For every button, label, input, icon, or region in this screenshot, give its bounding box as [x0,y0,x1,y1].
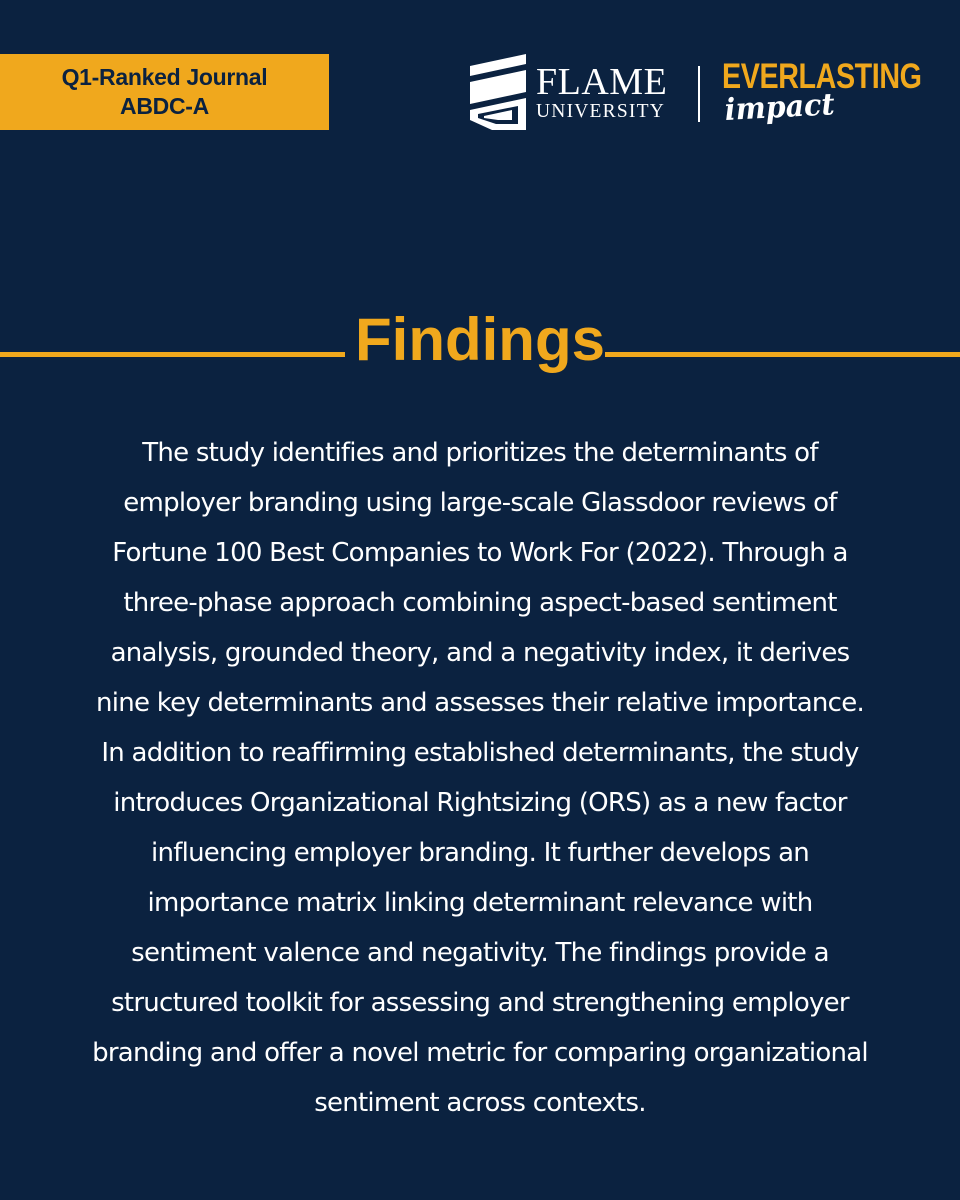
flame-shield-icon [470,52,526,132]
university-wordmark-text: UNIVERSITY [536,101,665,122]
body-line: sentiment across contexts. [314,1088,646,1118]
body-line: Fortune 100 Best Companies to Work For (2022). Through a [112,538,848,568]
flame-university-logo [470,52,920,142]
journal-rank-badge [0,54,329,130]
body-line: importance matrix linking determinant relevance with [147,888,813,918]
body-line: branding and offer a novel metric for comparing organizational [92,1038,868,1068]
body-line: introduces Organizational Rightsizing (ORS) as a new factor [113,788,847,818]
logo-divider [698,66,700,122]
body-line: nine key determinants and assesses their relative importance. [96,688,864,718]
section-heading: Findings [355,306,605,373]
tagline-everlasting: EVERLASTING [722,57,922,96]
body-line: influencing employer branding. It further develops an [151,838,809,868]
body-line: three-phase approach combining aspect-based sentiment [123,588,837,618]
university-wordmark [536,62,667,122]
body-line: structured toolkit for assessing and strengthening employer [111,988,849,1018]
findings-paragraph [36,428,924,1128]
tagline-impact: impact [723,87,836,128]
badge-line-abdc: ABDC-A [120,93,209,119]
flame-wordmark: FLAME [536,61,668,103]
badge-line-rank: Q1-Ranked Journal [61,64,268,90]
body-line: In addition to reaffirming established determinants, the study [101,738,859,768]
body-line: employer branding using large-scale Glassdoor reviews of [123,488,837,518]
body-line: analysis, grounded theory, and a negativity index, it derives [110,638,850,668]
everlasting-impact-tagline [722,58,960,126]
body-line: The study identifies and prioritizes the determinants of [142,438,818,468]
body-line: sentiment valence and negativity. The findings provide a [131,938,829,968]
